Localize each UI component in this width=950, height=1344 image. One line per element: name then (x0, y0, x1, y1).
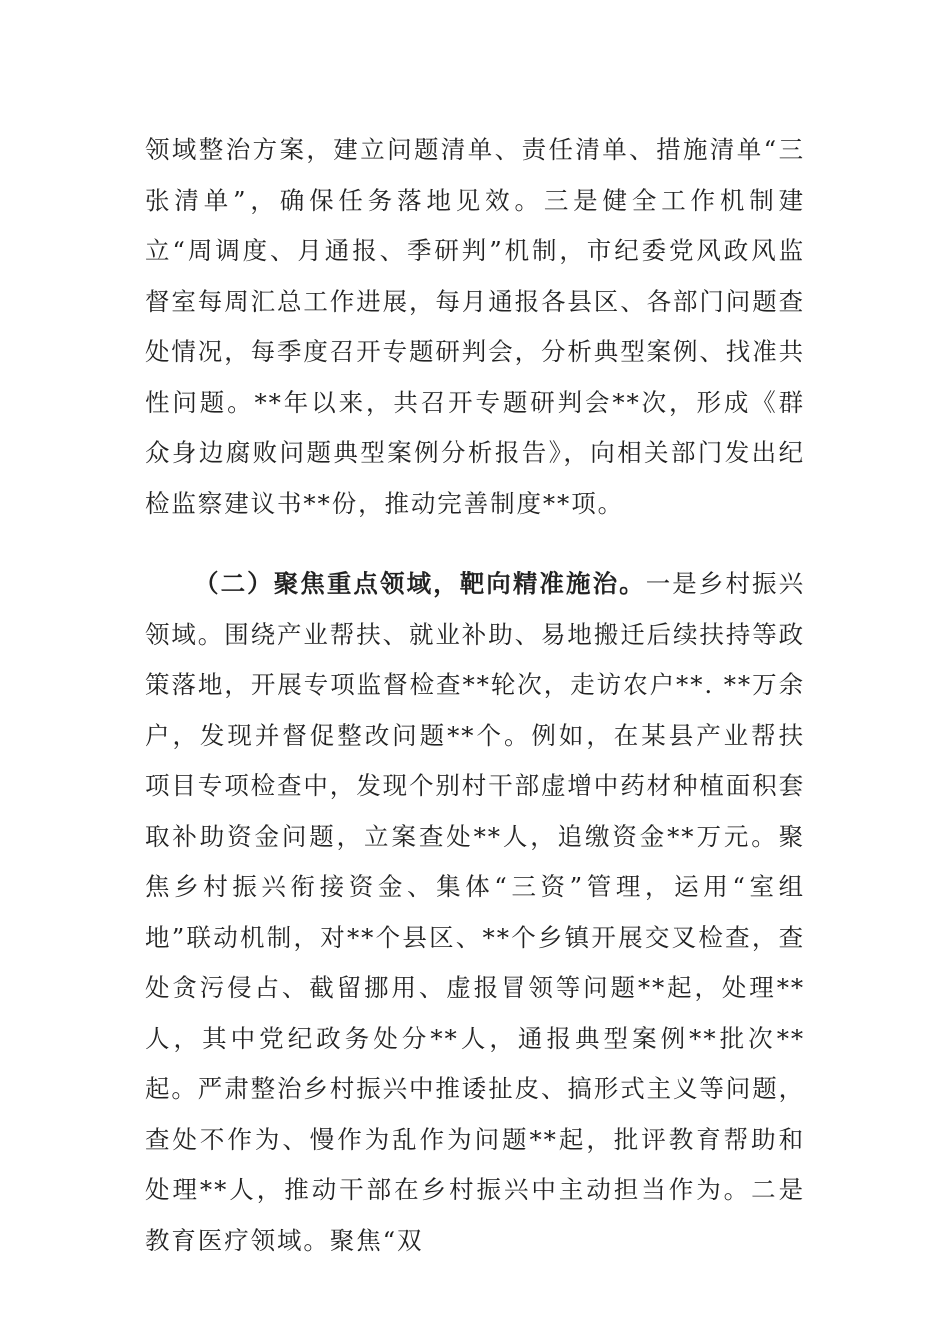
document-body (145, 125, 805, 1266)
paragraph-1: 领域整治方案，建立问题清单、责任清单、措施清单“三张清单”，确保任务落地见效。三是健全工作机制建立“周调度、月通报、季研判”机制，市纪委党风政风监督室每周汇总工作进展，每月通报各县区、各部门问题查处情况，每季度召开专题研判会，分析典型案例、找准共性问题。**年以来，共召开专题研判会**次，形成《群众身边腐败问题典型案例分析报告》，向相关部门发出纪检监察建议书**份，推动完善制度**项。 (145, 135, 805, 518)
paragraph-2-body: 一是乡村振兴领域。围绕产业帮扶、就业补助、易地搬迁后续扶持等政策落地，开展专项监督检查**轮次，走访农户**. **万余户，发现并督促整改问题**个。例如，在某县产业帮扶项目专项检查中，发现个别村干部虚增中药材种植面积套取补助资金问题，立案查处**人，追缴资金**万元。聚焦乡村振兴衔接资金、集体“三资”管理，运用“室组地”联动机制，对**个县区、**个乡镇开展交叉检查，查处贪污侵占、截留挪用、虚报冒领等问题**起，处理**人，其中党纪政务处分**人，通报典型案例**批次**起。严肃整治乡村振兴中推诿扯皮、搞形式主义等问题，查处不作为、慢作为乱作为问题**起，批评教育帮助和处理**人，推动干部在乡村振兴中主动担当作为。二是教育医疗领域。聚焦“双 (145, 569, 805, 1255)
paragraph-2 (145, 559, 805, 1266)
section-heading: （二）聚焦重点领域，靶向精准施治。 (194, 569, 646, 598)
